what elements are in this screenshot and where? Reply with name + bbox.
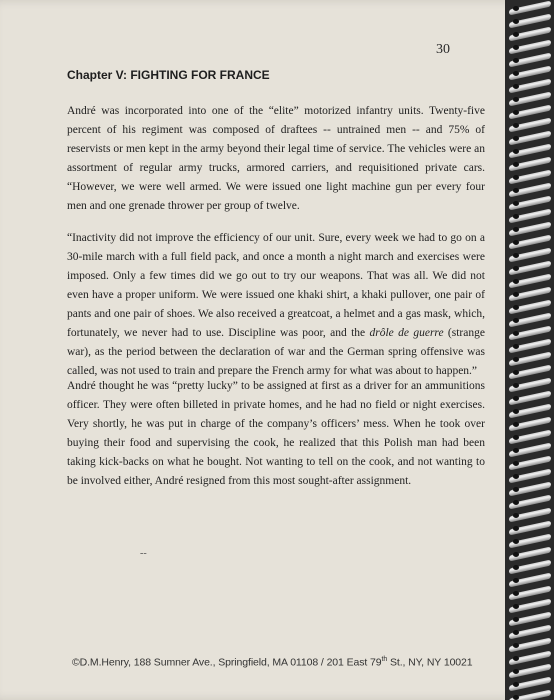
spiral-coil bbox=[505, 602, 554, 611]
spiral-coil bbox=[505, 4, 554, 13]
spiral-coil bbox=[505, 433, 554, 442]
paragraph-2-tail: (strange war), as the period between the declaration of war and the German spring offensive was called, was not used to train and prepare the French army for what was about to happen.” bbox=[67, 327, 485, 377]
spiral-coil bbox=[505, 56, 554, 65]
spiral-coil bbox=[505, 667, 554, 676]
spiral-coil bbox=[505, 550, 554, 559]
spiral-coil bbox=[505, 537, 554, 546]
paragraph-3: André thought he was “pretty lucky” to be assigned at first as a driver for an ammunitions officer. They were often billeted in private homes, and he had no field or night exercises. Very shortly, he was put in charge of the company’s officers’ mess. When he took over buying their food and supervising the cook, he realized that this Polish man had been taking kick-backs on what he bought. Not wanting to tell on the cook, and not wanting to be involved either, André resigned from this most sought-after assignment. bbox=[67, 380, 485, 487]
spiral-coil bbox=[505, 277, 554, 286]
spiral-coil bbox=[505, 693, 554, 700]
spiral-coil bbox=[505, 121, 554, 130]
spiral-coil bbox=[505, 446, 554, 455]
spiral-coil bbox=[505, 511, 554, 520]
spiral-coil bbox=[505, 199, 554, 208]
spiral-coil bbox=[505, 186, 554, 195]
spiral-coil bbox=[505, 342, 554, 351]
spiral-coil bbox=[505, 69, 554, 78]
spiral-coil bbox=[505, 329, 554, 338]
spiral-coil bbox=[505, 95, 554, 104]
spiral-coil bbox=[505, 17, 554, 26]
spiral-coil bbox=[505, 147, 554, 156]
spiral-coil bbox=[505, 615, 554, 624]
spiral-coil bbox=[505, 576, 554, 585]
spiral-coil bbox=[505, 394, 554, 403]
spiral-coil bbox=[505, 654, 554, 663]
spiral-coil bbox=[505, 472, 554, 481]
footer-text-end: St., NY, NY 10021 bbox=[387, 656, 473, 669]
paragraph-2-text: “Inactivity did not improve the efficiency of our unit. Sure, every week we had to go on a 30-mile march with a full field pack, and once a month a night march and exercises were imposed. Only a few times did we go out to try our weapons. That was all. We did not even have a proper uniform. We were issued one khaki shirt, a khaki pullover, one pair of pants and one pair of shoes. We also received a greatcoat, a helmet and a gas mask, which, fortunately, we never had to use. Discipline was poor, and the bbox=[67, 232, 485, 339]
spiral-coil bbox=[505, 108, 554, 117]
spiral-coil bbox=[505, 498, 554, 507]
spiral-coil bbox=[505, 212, 554, 221]
spiral-coil bbox=[505, 407, 554, 416]
spiral-coil bbox=[505, 485, 554, 494]
spiral-coil bbox=[505, 459, 554, 468]
footer-text: ©D.M.Henry, 188 Sumner Ave., Springfield, MA 01108 / 201 East 79 bbox=[72, 656, 382, 669]
spiral-coil bbox=[505, 641, 554, 650]
spiral-coil bbox=[505, 134, 554, 143]
stray-mark: -- bbox=[140, 548, 147, 559]
paragraph-1: André was incorporated into one of the “elite” motorized infantry units. Twenty-five percent of his regiment was composed of draftees -- untrained men -- and 75% of reservists or men kept in the army beyond their legal time of service. The vehicles were an assortment of regular army trucks, armored carriers, and requisitioned private cars. “However, we were well armed. We were issued one light machine gun per every four men and one grenade thrower per group of twelve. bbox=[67, 105, 485, 212]
chapter-title: Chapter V: FIGHTING FOR FRANCE bbox=[67, 68, 270, 82]
spiral-coil bbox=[505, 589, 554, 598]
spiral-coil bbox=[505, 225, 554, 234]
spiral-coil bbox=[505, 82, 554, 91]
paragraph-2 bbox=[67, 229, 485, 381]
spiral-coil bbox=[505, 43, 554, 52]
spiral-coil bbox=[505, 290, 554, 299]
spiral-coil bbox=[505, 30, 554, 39]
spiral-coil bbox=[505, 264, 554, 273]
spiral-coil bbox=[505, 563, 554, 572]
spiral-coil bbox=[505, 420, 554, 429]
spiral-coil bbox=[505, 680, 554, 689]
spiral-coil bbox=[505, 251, 554, 260]
spiral-coil bbox=[505, 173, 554, 182]
spiral-coil bbox=[505, 160, 554, 169]
spiral-coil bbox=[505, 238, 554, 247]
spiral-coil bbox=[505, 303, 554, 312]
footer-superscript: th bbox=[381, 656, 388, 663]
spiral-coil bbox=[505, 628, 554, 637]
spiral-coil bbox=[505, 316, 554, 325]
copyright-footer bbox=[72, 656, 492, 669]
paragraph-2-italic: drôle de guerre bbox=[369, 327, 444, 339]
page-number: 30 bbox=[436, 42, 450, 57]
spiral-coil bbox=[505, 368, 554, 377]
spiral-coil bbox=[505, 381, 554, 390]
spiral-binding bbox=[505, 0, 554, 700]
spiral-coil bbox=[505, 355, 554, 364]
spiral-coil bbox=[505, 524, 554, 533]
